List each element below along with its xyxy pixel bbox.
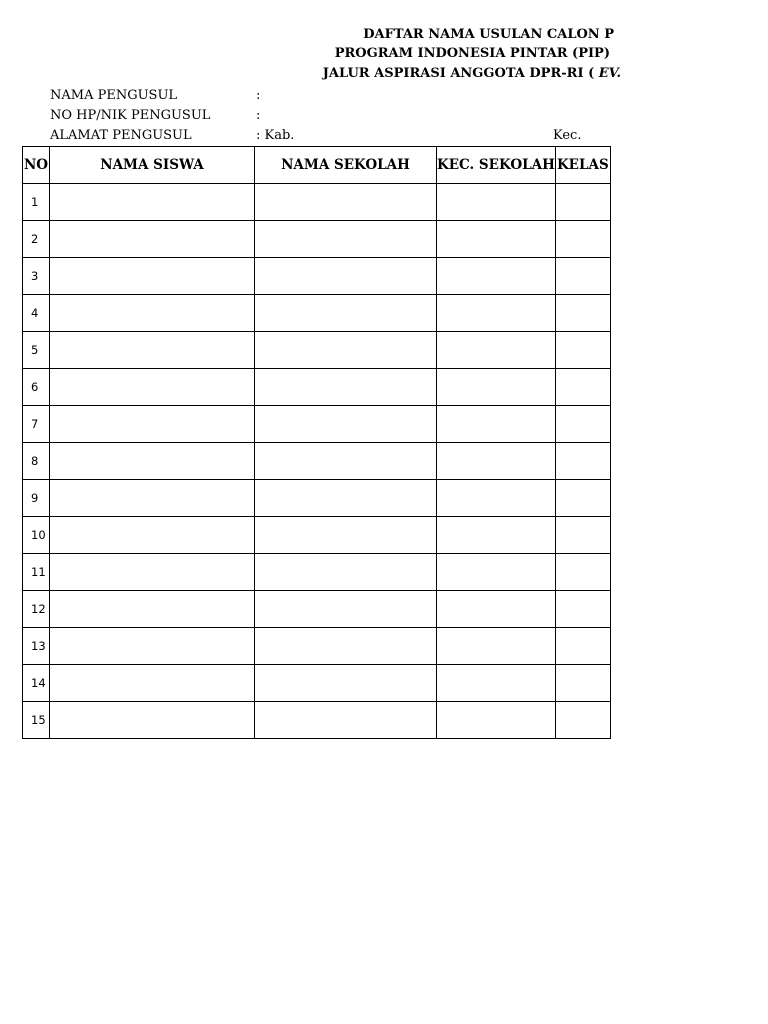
cell-kec-sekolah[interactable] — [437, 369, 556, 406]
table-header-row — [23, 147, 611, 184]
cell-kec-sekolah[interactable] — [437, 184, 556, 221]
cell-nama-sekolah[interactable] — [255, 406, 437, 443]
cell-kec-sekolah[interactable] — [437, 554, 556, 591]
cell-kelas[interactable] — [555, 184, 610, 221]
table-row — [23, 517, 611, 554]
cell-nama-siswa[interactable] — [50, 406, 255, 443]
cell-kelas[interactable] — [555, 221, 610, 258]
cell-nama-sekolah[interactable] — [255, 517, 437, 554]
cell-kec-sekolah[interactable] — [437, 221, 556, 258]
cell-nama-sekolah[interactable] — [255, 443, 437, 480]
cell-kec-sekolah[interactable] — [437, 517, 556, 554]
table-row — [23, 369, 611, 406]
table-row — [23, 480, 611, 517]
cell-nama-siswa[interactable] — [50, 443, 255, 480]
alamat-kab-field: : Kab. — [256, 128, 295, 143]
title-line-1: DAFTAR NAMA USULAN CALON P — [363, 27, 614, 42]
cell-nama-sekolah[interactable] — [255, 702, 437, 739]
cell-nama-sekolah[interactable] — [255, 369, 437, 406]
row-number: 8 — [23, 443, 50, 480]
cell-kec-sekolah[interactable] — [437, 258, 556, 295]
table-row — [23, 443, 611, 480]
cell-nama-siswa[interactable] — [50, 554, 255, 591]
cell-nama-sekolah[interactable] — [255, 184, 437, 221]
header-kec-sekolah: KEC. SEKOLAH — [437, 147, 556, 184]
alamat-pengusul-label: ALAMAT PENGUSUL — [50, 128, 192, 143]
cell-nama-sekolah[interactable] — [255, 665, 437, 702]
cell-nama-siswa[interactable] — [50, 517, 255, 554]
cell-kelas[interactable] — [555, 443, 610, 480]
nama-pengusul-label: NAMA PENGUSUL — [50, 88, 178, 103]
cell-nama-siswa[interactable] — [50, 702, 255, 739]
row-number: 2 — [23, 221, 50, 258]
table-row — [23, 406, 611, 443]
hp-nik-pengusul-label: NO HP/NIK PENGUSUL — [50, 108, 211, 123]
cell-nama-sekolah[interactable] — [255, 554, 437, 591]
cell-nama-siswa[interactable] — [50, 480, 255, 517]
row-number: 3 — [23, 258, 50, 295]
header-no: NO — [23, 147, 50, 184]
row-number: 14 — [23, 665, 50, 702]
cell-kec-sekolah[interactable] — [437, 332, 556, 369]
cell-nama-siswa[interactable] — [50, 369, 255, 406]
cell-kelas[interactable] — [555, 665, 610, 702]
header-nama-sekolah: NAMA SEKOLAH — [255, 147, 437, 184]
cell-kelas[interactable] — [555, 628, 610, 665]
cell-nama-siswa[interactable] — [50, 628, 255, 665]
cell-kec-sekolah[interactable] — [437, 295, 556, 332]
table-row — [23, 665, 611, 702]
cell-nama-siswa[interactable] — [50, 332, 255, 369]
table-row — [23, 628, 611, 665]
cell-kelas[interactable] — [555, 332, 610, 369]
cell-nama-siswa[interactable] — [50, 591, 255, 628]
cell-nama-siswa[interactable] — [50, 295, 255, 332]
cell-kec-sekolah[interactable] — [437, 480, 556, 517]
cell-nama-sekolah[interactable] — [255, 628, 437, 665]
cell-nama-sekolah[interactable] — [255, 258, 437, 295]
row-number: 10 — [23, 517, 50, 554]
row-number: 12 — [23, 591, 50, 628]
nama-pengusul-separator: : — [256, 88, 261, 103]
row-number: 4 — [23, 295, 50, 332]
row-number: 15 — [23, 702, 50, 739]
cell-nama-sekolah[interactable] — [255, 591, 437, 628]
cell-kec-sekolah[interactable] — [437, 406, 556, 443]
row-number: 6 — [23, 369, 50, 406]
title-block — [300, 24, 621, 84]
cell-nama-siswa[interactable] — [50, 221, 255, 258]
table-row — [23, 221, 611, 258]
title-line-3-emphasis: EV. — [598, 66, 621, 81]
cell-kec-sekolah[interactable] — [437, 443, 556, 480]
table-row — [23, 332, 611, 369]
cell-kec-sekolah[interactable] — [437, 591, 556, 628]
table-row — [23, 295, 611, 332]
table-row — [23, 554, 611, 591]
header-kelas: KELAS — [555, 147, 610, 184]
cell-kelas[interactable] — [555, 406, 610, 443]
row-number: 1 — [23, 184, 50, 221]
cell-kelas[interactable] — [555, 295, 610, 332]
cell-nama-siswa[interactable] — [50, 184, 255, 221]
title-line-2: PROGRAM INDONESIA PINTAR (PIP) — [334, 46, 610, 61]
cell-nama-sekolah[interactable] — [255, 221, 437, 258]
cell-nama-siswa[interactable] — [50, 665, 255, 702]
row-number: 7 — [23, 406, 50, 443]
row-number: 13 — [23, 628, 50, 665]
cell-kelas[interactable] — [555, 480, 610, 517]
table-row — [23, 702, 611, 739]
cell-kelas[interactable] — [555, 591, 610, 628]
cell-nama-sekolah[interactable] — [255, 332, 437, 369]
cell-kelas[interactable] — [555, 258, 610, 295]
title-line-3 — [323, 65, 621, 83]
cell-nama-sekolah[interactable] — [255, 480, 437, 517]
cell-nama-siswa[interactable] — [50, 258, 255, 295]
cell-kelas[interactable] — [555, 554, 610, 591]
title-line-3-prefix: JALUR ASPIRASI ANGGOTA DPR-RI ( — [322, 66, 599, 81]
alamat-kec-field: Kec. — [553, 128, 582, 143]
row-number: 11 — [23, 554, 50, 591]
cell-nama-sekolah[interactable] — [255, 295, 437, 332]
row-number: 5 — [23, 332, 50, 369]
header-nama-siswa: NAMA SISWA — [50, 147, 255, 184]
cell-kelas[interactable] — [555, 369, 610, 406]
cell-kec-sekolah[interactable] — [437, 628, 556, 665]
cell-kelas[interactable] — [555, 702, 610, 739]
table-row — [23, 591, 611, 628]
student-list-table — [22, 146, 611, 739]
cell-kec-sekolah[interactable] — [437, 665, 556, 702]
cell-kelas[interactable] — [555, 517, 610, 554]
row-number: 9 — [23, 480, 50, 517]
table-row — [23, 258, 611, 295]
hp-nik-pengusul-separator: : — [256, 108, 261, 123]
table-row — [23, 184, 611, 221]
cell-kec-sekolah[interactable] — [437, 702, 556, 739]
